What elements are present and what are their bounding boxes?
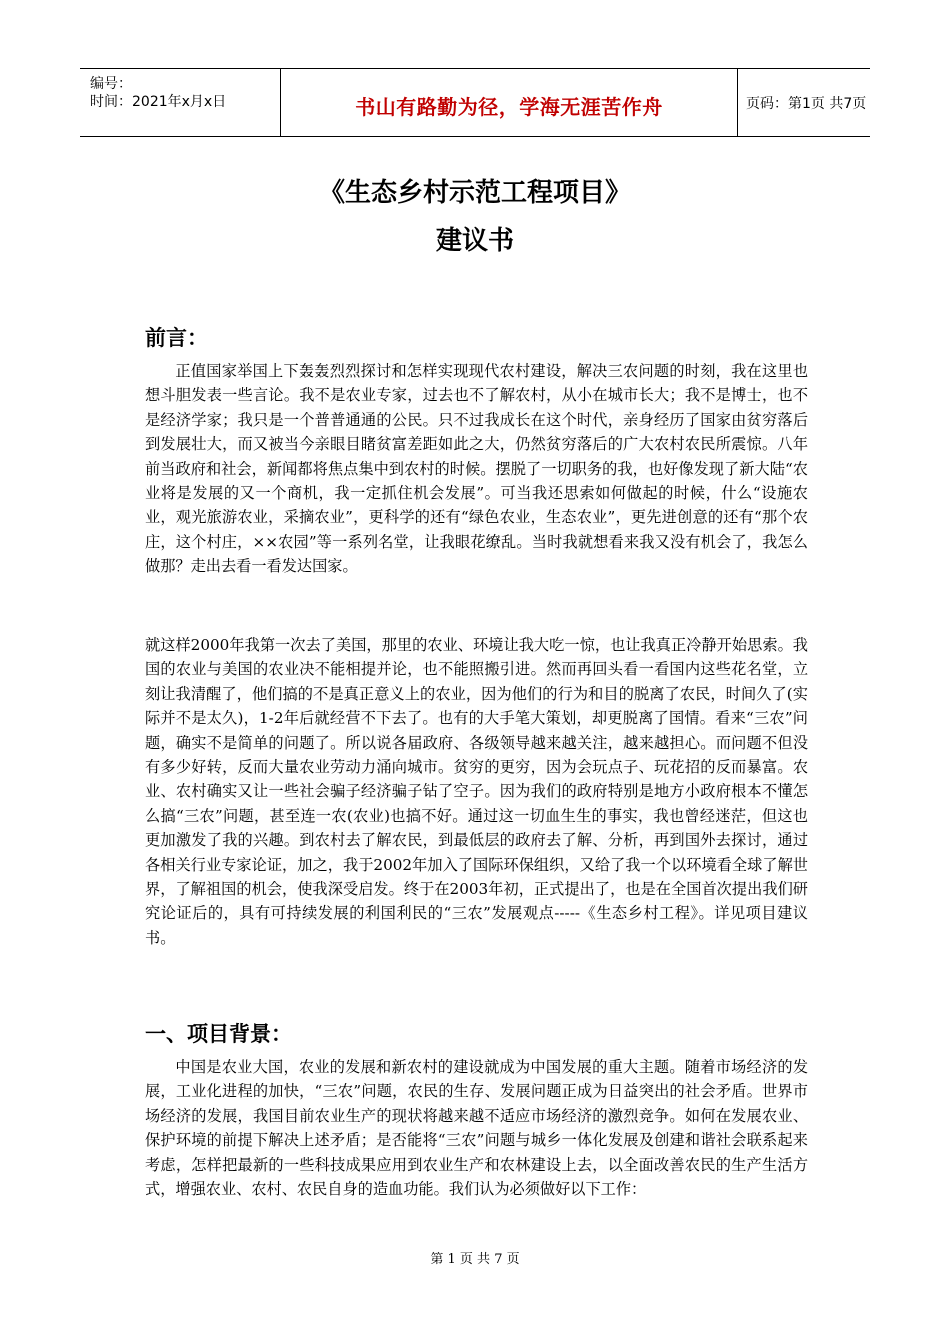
header-page-cell: [738, 69, 870, 136]
header-page-info: 页码：第1页 共7页: [746, 96, 867, 112]
document-date: 时间：2021年x月x日: [90, 94, 227, 110]
section1-paragraph: 中国是农业大国，农业的发展和新农村的建设就成为中国发展的重大主题。随着市场经济的发展，工业化进程的加快，“三农”问题，农民的生存、发展问题正成为日益突出的社会矛盾。世界市场经济的发展，我国目前农业生产的现状将越来越不适应市场经济的激烈竞争。如何在发展农业、保护环境的前提下解决上述矛盾；是否能将“三农”问题与城乡一体化发展及创建和谐社会联系起来考虑，怎样把最新的一些科技成果应用到农业生产和农林建设上去，以全面改善农民的生产生活方式，增强农业、农村、农民自身的造血功能。我们认为必须做好以下工作：: [145, 1058, 808, 1199]
document-header: [80, 68, 870, 137]
header-left-cell: [80, 69, 281, 136]
preface-paragraph-2: 就这样2000年我第一次去了美国，那里的农业、环境让我大吃一惊，也让我真正冷静开始思索。我国的农业与美国的农业决不能相提并论，也不能照搬引进。然而再回头看一看国内这些花名堂，立刻让我清醒了，他们搞的不是真正意义上的农业，因为他们的行为和目的脱离了农民，时间久了(实际并不是太久)，1-2年后就经营不下去了。也有的大手笔大策划，却更脱离了国情。看来“三农”问题，确实不是简单的问题了。所以说各届政府、各级领导越来越关注，越来越担心。而问题不但没有多少好转，反而大量农业劳动力涌向城市。贫穷的更穷，因为会玩点子、玩花招的反而暴富。农业、农村确实又让一些社会骗子经济骗子钻了空子。因为我们的政府特别是地方小政府根本不懂怎么搞“三农”问题，甚至连一农(农业)也搞不好。通过这一切血生生的事实，我也曾经迷茫，但这也更加激发了我的兴趣。到农村去了解农民，到最低层的政府去了解、分析，再到国外去探讨，通过各相关行业专家论证，加之，我于2002年加入了国际环保组织，又给了我一个以环境看全球了解世界，了解祖国的机会，使我深受启发。终于在2003年初，正式提出了，也是在全国首次提出我们研究论证后的，具有可持续发展的利国利民的“三农”发展观点-----《生态乡村工程》。详见项目建议书。: [145, 636, 808, 947]
page-footer: 第 1 页 共 7 页: [430, 1252, 520, 1267]
section1-heading: 一、项目背景：: [145, 1022, 292, 1046]
document-number-label: 编号：: [90, 76, 132, 92]
preface-paragraph-1: 正值国家举国上下轰轰烈烈探讨和怎样实现现代农村建设，解决三农问题的时刻，我在这里也想斗胆发表一些言论。我不是农业专家，过去也不了解农村，从小在城市长大；我不是博士，也不是经济学家；我只是一个普普通通的公民。只不过我成长在这个时代，亲身经历了国家由贫穷落后到发展壮大，而又被当今亲眼目睹贫富差距如此之大，仍然贫穷落后的广大农村农民所震惊。八年前当政府和社会，新闻都将焦点集中到农村的时候。摆脱了一切职务的我，也好像发现了新大陆“农业将是发展的又一个商机，我一定抓住机会发展”。可当我还思索如何做起的时候，什么“设施农业，观光旅游农业，采摘农业”，更科学的还有“绿色农业，生态农业”，更先进创意的还有“那个农庄，这个村庄，××农园”等一系列名堂，让我眼花缭乱。当时我就想看来我又没有机会了，我怎么做那？走出去看一看发达国家。: [145, 362, 808, 576]
header-motto-cell: [281, 69, 738, 136]
document-title-line2: 建议书: [435, 226, 514, 256]
header-motto: 书山有路勤为径，学海无涯苦作舟: [355, 95, 663, 119]
preface-heading: 前言：: [145, 326, 208, 350]
document-title-line1: 《生态乡村示范工程项目》: [318, 178, 631, 208]
